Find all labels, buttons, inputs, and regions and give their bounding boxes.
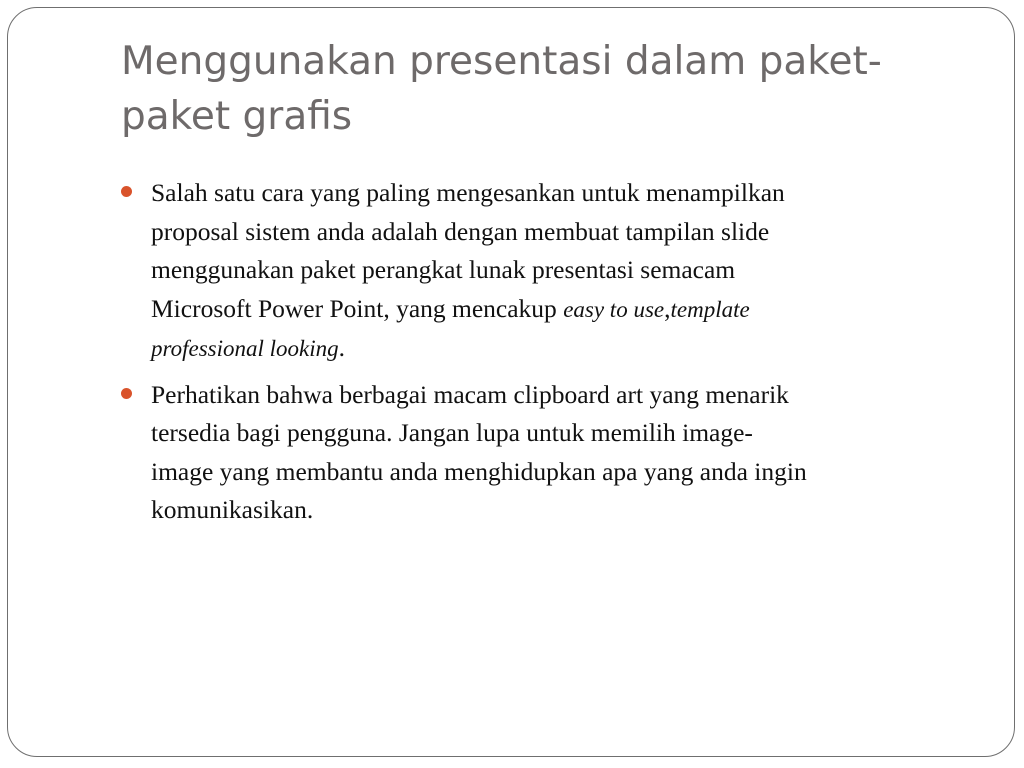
bullet-dot-icon <box>121 388 132 399</box>
bullet-1-emphasis-professional-looking: professional looking <box>151 336 339 361</box>
bullet-2-line-4: komunikasikan. <box>151 495 314 524</box>
bullet-1-emphasis-easy-to-use: easy to use <box>563 296 665 322</box>
bullet-1-period: . <box>338 333 345 362</box>
bullet-1-line-4-text: Microsoft Power Point, yang mencakup <box>151 293 564 323</box>
bullet-2-line-1: Perhatikan bahwa berbagai macam clipboard art yang menarik <box>151 379 789 409</box>
bullet-item-2 <box>151 376 991 530</box>
bullet-2-line-2: tersedia bagi pengguna. Jangan lupa untuk memilih image- <box>151 418 753 447</box>
bullet-2-line-3: image yang membantu anda menghidupkan apa yang anda ingin <box>151 456 807 486</box>
bullet-1-separator: , <box>664 293 671 323</box>
bullet-1-line-5 <box>151 329 991 369</box>
bullet-1-emphasis-template: template <box>670 296 750 322</box>
slide-title-line-1: Menggunakan presentasi dalam paket- <box>121 39 882 84</box>
bullet-1-line-1: Salah satu cara yang paling mengesankan untuk menampilkan <box>151 178 785 207</box>
slide-frame <box>7 7 1015 757</box>
bullet-dot-icon <box>121 186 132 197</box>
bullet-1-line-4 <box>151 290 991 330</box>
bullet-item-1 <box>151 174 991 369</box>
bullet-1-line-2: proposal sistem anda adalah dengan membuat tampilan slide <box>151 216 770 246</box>
slide-title <box>121 34 1001 144</box>
bullet-list <box>151 174 991 537</box>
bullet-1-line-3: menggunakan paket perangkat lunak presentasi semacam <box>151 255 736 284</box>
slide-title-line-2: paket grafis <box>121 94 353 139</box>
